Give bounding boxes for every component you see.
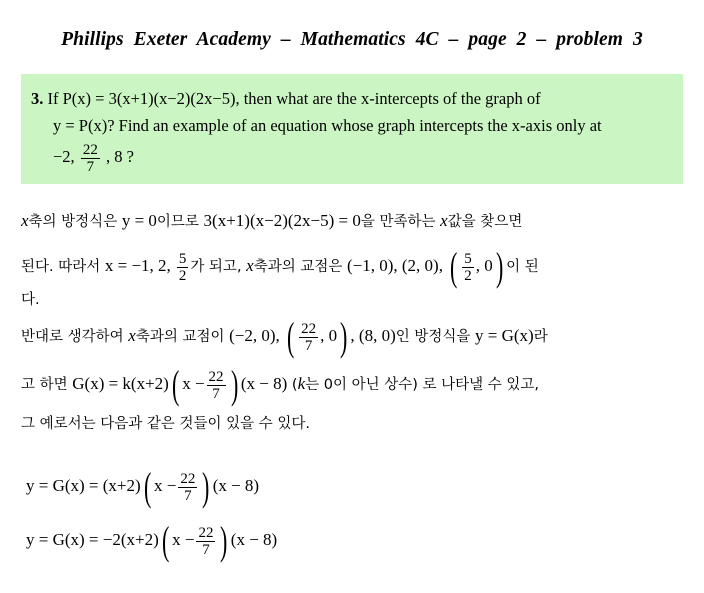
fraction-numerator: 5 [464,250,472,267]
left-paren: ( [161,518,170,564]
var-x: x [128,326,136,345]
page-title: Phillips Exeter Academy – Mathematics 4C – page 2 – problem 3 [61,29,643,50]
text: 그 예로서는 다음과 같은 것들이 있을 수 있다. [21,416,310,432]
math: x = −1, 2, [104,256,171,275]
math: , 0 [320,326,338,345]
text: 가 되고, [190,259,247,275]
fraction-denominator: 7 [212,385,220,402]
text: 반대로 생각하여 [21,329,129,345]
fraction-denominator: 7 [86,158,95,175]
fraction [207,369,226,402]
fraction-numerator: 22 [180,470,196,487]
math: y = 0 [121,211,157,230]
math: (x − 8) [240,374,288,393]
var-x: x [21,211,29,230]
fraction-denominator: 2 [464,267,472,284]
math: , (8, 0) [350,326,396,345]
text: 을 만족하는 [360,214,441,230]
math: y = G(x) [475,326,534,345]
right-paren: ) [340,314,348,360]
text: 이 된 [506,259,539,275]
problem-line-3 [53,140,134,175]
solution-line-4 [21,314,548,360]
example-equation-1 [26,464,260,510]
solution-line-2 [21,244,539,290]
var-x: x [246,256,254,275]
math: (−2, 0), [229,326,280,345]
problem-fraction [81,142,100,175]
text: 축과의 교점이 [135,329,230,345]
math: y = G(x) = (x+2) [26,476,141,495]
right-paren: ) [202,464,210,510]
solution-line-6 [21,412,310,436]
solution-line-1 [21,209,522,234]
left-paren: ( [143,464,152,510]
fraction-numerator: 22 [82,141,98,158]
fraction-numerator: 22 [198,524,214,541]
right-paren: ) [495,244,504,290]
right-paren: ) [220,518,228,564]
fraction-denominator: 7 [304,337,313,354]
text: 는 0이 아닌 상수) 로 나타낼 수 있고, [305,377,539,393]
text: 라 [533,329,548,345]
right-paren: ) [230,362,238,408]
math: x − [154,476,177,495]
solution-line-5 [21,362,539,408]
math: (x − 8) [230,530,278,549]
problem-text-2: y = P(x)? Find an example of an equation whose graph intercepts the x-axis only at [53,116,602,135]
text: 고 하면 [21,377,73,393]
fraction [462,251,474,284]
solution-line-3 [21,288,40,312]
problem-line-2 [53,116,602,136]
text: 된다. 따라서 [21,259,105,275]
text: 다. [21,292,40,308]
text: ( [287,377,298,393]
math: (−1, 0), (2, 0), [346,256,443,275]
problem-text-3-post: , 8 ? [105,147,134,166]
text: 값을 찾으면 [447,214,523,230]
problem-text-3-pre: −2, [53,147,75,166]
text: 이므로 [156,214,204,230]
problem-box [21,74,683,184]
var-x: x [440,211,448,230]
fraction-denominator: 2 [178,267,187,284]
fraction [299,321,318,354]
fraction [177,251,189,284]
math: x − [172,530,195,549]
fraction-numerator: 22 [208,368,224,385]
problem-number: 3. [31,89,44,108]
fraction-numerator: 5 [178,250,187,267]
math: 3(x+1)(x−2)(2x−5) = 0 [203,211,361,230]
math: G(x) = k(x+2) [72,374,169,393]
text: 인 방정식을 [395,329,476,345]
math: y = G(x) = −2(x+2) [26,530,159,549]
problem-line-1 [31,89,541,109]
fraction-denominator: 7 [184,487,192,504]
left-paren: ( [171,362,180,408]
text: 축과의 교점은 [253,259,347,275]
var-k: k [297,374,306,393]
left-paren: ( [286,314,295,360]
math: x − [182,374,205,393]
math: , 0 [475,256,493,275]
fraction [196,525,215,558]
fraction-numerator: 22 [301,320,317,337]
math: (x − 8) [212,476,260,495]
fraction-denominator: 7 [202,541,210,558]
text: 축의 방정식은 [28,214,122,230]
problem-text-1: If P(x) = 3(x+1)(x−2)(2x−5), then what are the x-intercepts of the graph of [47,89,541,108]
example-equation-2 [26,518,278,564]
fraction [178,471,197,504]
left-paren: ( [449,244,458,290]
